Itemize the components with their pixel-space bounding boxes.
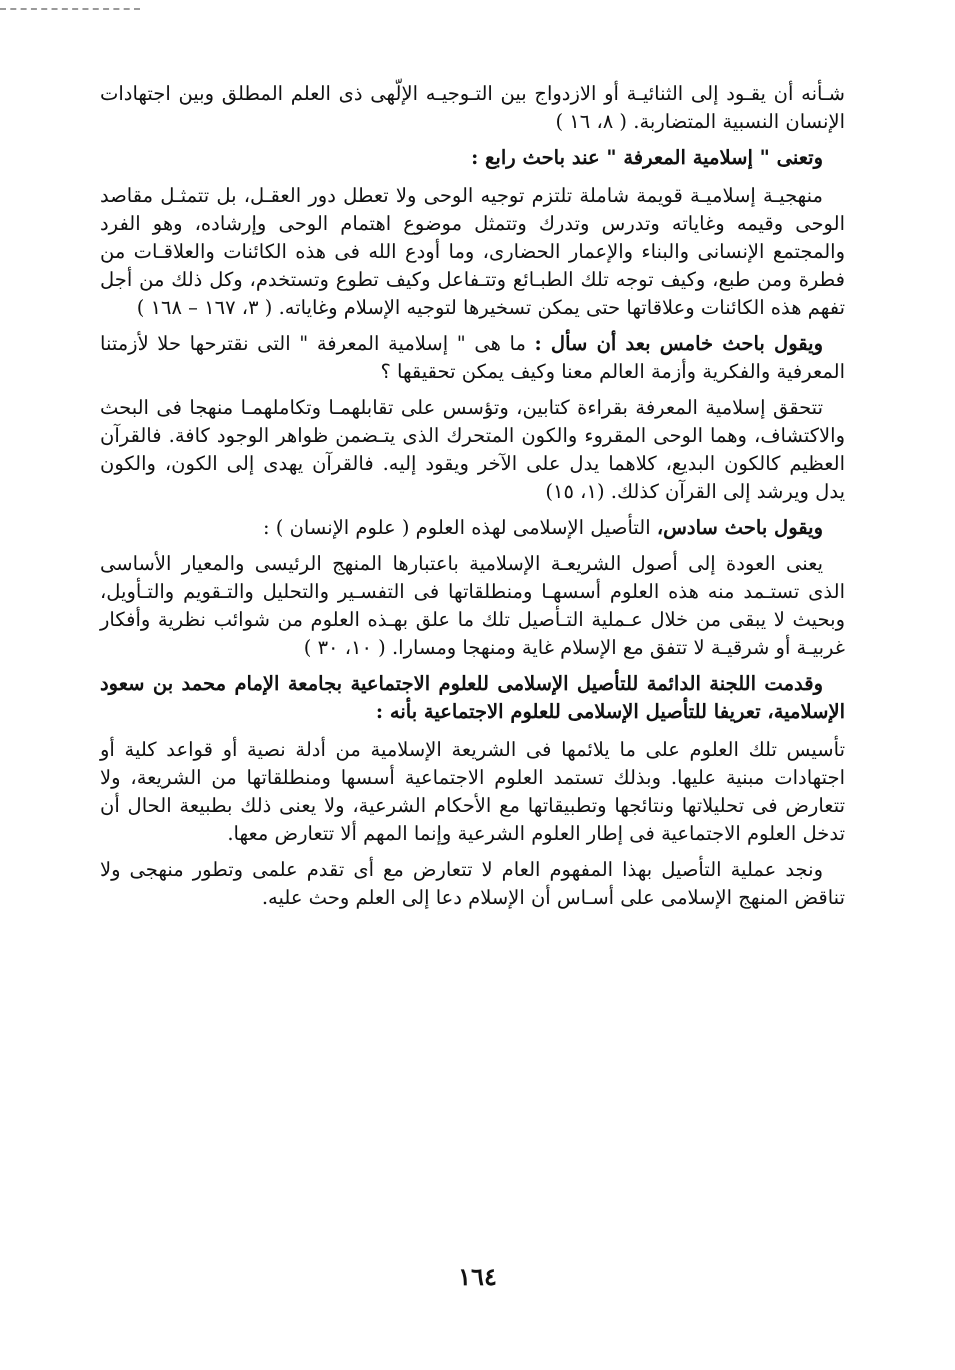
paragraph-1 [100, 80, 845, 136]
citation-1: ( ٨، ١٦ ) [555, 110, 628, 133]
paragraph-1-text: شـأنه أن يقـود إلى الثنائيـة أو الازدواج بين التـوجيـه الإلّهى ذى العلم المطلق وبين اجتهادات الإنسان النسبية المتضاربة. [100, 82, 845, 133]
citation-2: ( ٣، ١٦٧ – ١٦٨ ) [136, 296, 273, 319]
paragraph-5: تأسيس تلك العلوم على ما يلائمها فى الشريعة الإسلامية من أدلة نصية أو قواعد كلية أو اجتهادات مبنية عليها. وبذلك تستمد العلوم الاجتماعية أسسها ومنطلقاتها من الشريعة، ولا تتعارض فى تحليلاتها ونتائجها وتطبيقاتها مع الأحكام الشرعية، ولا يعنى ذلك بطبيعة الحال أن تدخل العلوم الاجتماعية فى إطار العلوم الشرعية وإنما المهم ألا تتعارض معها. [100, 738, 845, 845]
sixth-researcher-lead: ويقول باحث سادس، [656, 516, 823, 539]
citation-4: ( ١٠، ٣٠ ) [303, 636, 386, 659]
top-dashed-rule [0, 8, 140, 10]
heading-standing-committee: وقدمت اللجنة الدائمة للتأصيل الإسلامى للعلوم الاجتماعية بجامعة الإمام محمد بن سعود الإسلامية، تعريفا للتأصيل الإسلامى للعلوم الاجتماعية بأنه : [100, 672, 845, 723]
paragraph-2-text: منهجيـة إسلاميـة قويمة شاملة تلتزم توجيه الوحى ولا تعطل دور العقـل، بل تتمثـل مقاصد الوحى وقيمه وغاياته وتدرس وتدرك وتتمثل موضوع اهتمام الوحى وإرشاده، وهو الفرد والمجتمع الإنسانى والبناء والإعمار الحضارى، وما أودع الله فى هذه الكائنات والعلاقـات من فطرة ومن طبع، وكيف توجه تلك الطبـائع وتتـفاعل وكيف تطوع وتستخدم، وكل ذلك من أجل تفهم هذه الكائنات وعلاقاتها حتى يمكن تسخيرها لتوجيه الإسلام وغاياته. [100, 184, 845, 319]
page-body [100, 80, 845, 920]
page-number: ١٦٤ [458, 1262, 497, 1291]
paragraph-fifth-researcher-question [100, 330, 845, 386]
paragraph-3 [100, 394, 845, 506]
heading-fourth-researcher: وتعنى " إسلامية المعرفة " عند باحث رابع : [471, 146, 823, 169]
paragraph-4 [100, 550, 845, 662]
fifth-researcher-lead: ويقول باحث خامس بعد أن سأل : [534, 332, 824, 355]
paragraph-sixth-researcher [100, 514, 845, 542]
paragraph-4-text: يعنى العودة إلى أصول الشريعـة الإسلامية باعتبارها المنهج الرئيسى والمعيار الأساسى الذى تستـمد منه هذه العلوم أسسهـا ومنطلقاتها فى التفسـير والتحليل والتـقويم والتـأويل، وبحيث لا يبقى من خلال عـملية التـأصيل تلك ما علق بهـذه العلوم من شوائب نظرية وأفكار غربيـة أو شرقيـة لا تتفق مع الإسلام غاية ومنهجا ومسارا. [100, 552, 845, 659]
citation-3: (١، ١٥) [545, 480, 605, 503]
paragraph-2 [100, 182, 845, 322]
paragraph-6: ونجد عملية التأصيل بهذا المفهوم العام لا تتعارض مع أى تقدم علمى وتطور منهجى ولا تناقض المنهج الإسلامى على أسـاس أن الإسلام دعا إلى العلم وحث عليه. [100, 858, 845, 909]
fifth-researcher-question: ما هى " إسلامية المعرفة " التى نقترحها حلا لأزمتنا المعرفية والفكرية وأزمة العالم معنا وكيف يمكن تحقيقها ؟ [100, 332, 845, 383]
paragraph-3-text: تتحقق إسلامية المعرفة بقراءة كتابين، وتؤسس على تقابلهمـا وتكاملهمـا منهجا فى البحث والاكتشاف، وهما الوحى المقروء والكون المتحرك الذى يتـضمن ظواهر الوجود كافة. فالقرآن العظيم كالكون البديع، كلاهما يدل على الآخر ويقود إليه. فالقرآن يهدى إلى الكون، والكون يدل ويرشد إلى القرآن كذلك. [100, 396, 845, 503]
sixth-researcher-topic: التأصيل الإسلامى لهذه العلوم ( علوم الإنسان ) : [263, 516, 651, 539]
